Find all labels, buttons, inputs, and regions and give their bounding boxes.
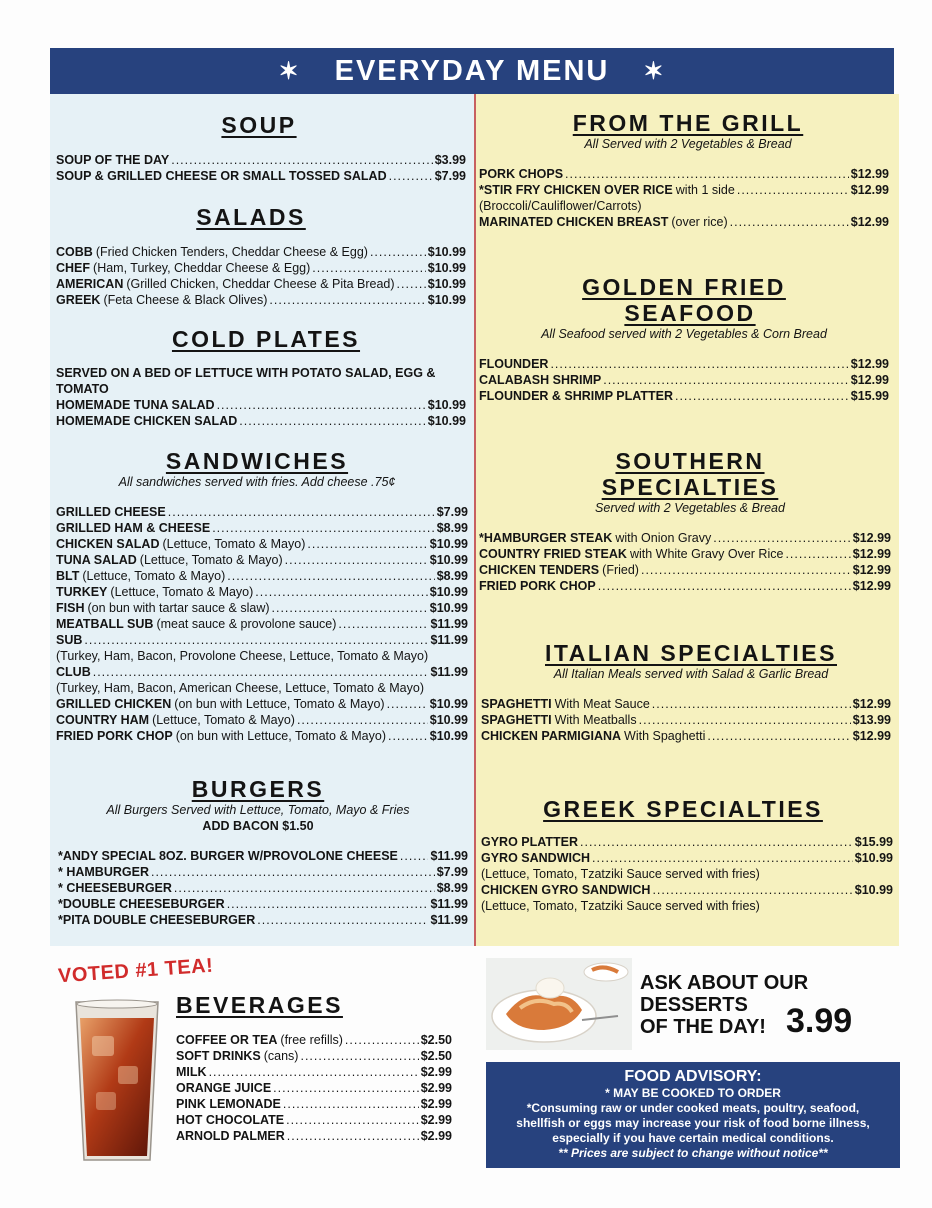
dot-leader	[312, 260, 426, 276]
item-description: (Lettuce, Tomato & Mayo)	[162, 537, 306, 551]
section-subtitle: All Served with 2 Vegetables & Bread	[584, 137, 792, 151]
section-subtitle: All sandwiches served with fries. Add cheese .75¢	[118, 475, 396, 489]
dessert-line: OF THE DAY!	[640, 1016, 766, 1038]
item-name: MARINATED CHICKEN BREAST	[479, 215, 669, 229]
soup-section	[56, 112, 466, 184]
item-name: ORANGE JUICE	[176, 1081, 272, 1095]
dot-leader	[227, 896, 429, 912]
item-name: *DOUBLE CHEESEBURGER	[58, 897, 225, 911]
item-price: $10.99	[854, 883, 893, 897]
item-price: $12.99	[850, 357, 889, 371]
item-name: *STIR FRY CHICKEN OVER RICE	[479, 183, 673, 197]
sandwiches-section	[56, 448, 468, 744]
item-price: $7.99	[436, 865, 468, 879]
menu-item	[481, 850, 893, 866]
menu-item	[56, 600, 468, 616]
item-name: CHICKEN PARMIGIANA	[481, 729, 622, 743]
item-price: $12.99	[850, 183, 889, 197]
item-price: $10.99	[427, 293, 466, 307]
star-icon: ✶	[278, 57, 301, 85]
menu-item	[58, 880, 468, 896]
item-extra-description: (Broccoli/Cauliflower/Carrots)	[479, 199, 642, 213]
item-extra-description: (Turkey, Ham, Bacon, Provolone Cheese, Lettuce, Tomato & Mayo)	[56, 649, 429, 663]
dot-leader	[227, 568, 434, 584]
item-price: $12.99	[852, 729, 891, 743]
item-price: $2.99	[420, 1081, 452, 1095]
section-subtitle: All Burgers Served with Lettuce, Tomato, Mayo & Fries	[106, 803, 410, 817]
dot-leader	[307, 536, 427, 552]
greek-section	[481, 796, 893, 914]
item-name: AMERICAN	[56, 277, 124, 291]
advisory-line: shellfish or eggs may increase your risk of food borne illness,	[516, 1116, 870, 1130]
dot-leader	[255, 584, 427, 600]
item-name: HOMEMADE CHICKEN SALAD	[56, 414, 238, 428]
menu-item	[479, 166, 889, 182]
section-title: SEAFOOD	[624, 300, 756, 326]
dot-leader	[257, 912, 428, 928]
item-price: $2.99	[420, 1065, 452, 1079]
item-name: SUB	[56, 633, 83, 647]
item-name: FLOUNDER	[479, 357, 549, 371]
section-title: SALADS	[196, 204, 306, 230]
menu-item	[479, 530, 891, 546]
menu-item	[56, 168, 466, 184]
grill-section	[479, 110, 889, 230]
item-name: SOUP & GRILLED CHEESE OR SMALL TOSSED SALAD	[56, 169, 387, 183]
item-description: (Lettuce, Tomato & Mayo)	[110, 585, 254, 599]
menu-item	[176, 1064, 452, 1080]
italian-section	[481, 640, 891, 744]
section-title: SOUP	[221, 112, 297, 138]
seafood-section	[479, 274, 889, 404]
menu-item	[56, 712, 468, 728]
item-price: $12.99	[850, 167, 889, 181]
item-description: (Lettuce, Tomato & Mayo)	[82, 569, 226, 583]
dot-leader	[300, 1048, 418, 1064]
dot-leader	[387, 696, 428, 712]
dot-leader	[209, 1064, 419, 1080]
menu-item	[479, 372, 889, 388]
item-name: COBB	[56, 245, 93, 259]
item-price: $12.99	[852, 697, 891, 711]
item-name: SPAGHETTI	[481, 697, 552, 711]
dot-leader	[212, 520, 435, 536]
section-title: SOUTHERN	[615, 448, 765, 474]
item-description: (on bun with Lettuce, Tomato & Mayo)	[174, 697, 385, 711]
item-price: $10.99	[429, 601, 468, 615]
menu-item	[56, 728, 468, 744]
item-price: $8.99	[436, 569, 468, 583]
item-price: $7.99	[436, 505, 468, 519]
item-name: BLT	[56, 569, 80, 583]
dot-leader	[345, 1032, 419, 1048]
section-title: COLD PLATES	[171, 326, 361, 352]
dot-leader	[151, 864, 435, 880]
section-title: GREEK SPECIALTIES	[543, 796, 823, 822]
dessert-callout	[640, 972, 808, 1038]
item-name: CALABASH SHRIMP	[479, 373, 602, 387]
iced-tea-glass-image	[74, 996, 160, 1164]
item-price: $2.99	[420, 1113, 452, 1127]
dot-leader	[580, 834, 853, 850]
section-title: SANDWICHES	[165, 448, 349, 474]
dot-leader	[174, 880, 435, 896]
item-price: $8.99	[436, 521, 468, 535]
item-extra-description: (Turkey, Ham, Bacon, American Cheese, Lettuce, Tomato & Mayo)	[56, 681, 424, 695]
item-price: $2.50	[420, 1033, 452, 1047]
item-name: COFFEE OR TEA	[176, 1033, 278, 1047]
item-price: $10.99	[429, 729, 468, 743]
item-name: HOMEMADE TUNA SALAD	[56, 398, 215, 412]
item-description: With Spaghetti	[624, 729, 706, 743]
menu-item	[479, 388, 889, 404]
dot-leader	[286, 1112, 419, 1128]
dot-leader	[603, 372, 849, 388]
item-name: GRILLED HAM & CHEESE	[56, 521, 211, 535]
item-name: FRIED PORK CHOP	[479, 579, 596, 593]
menu-item	[56, 616, 468, 632]
item-extra-description: (Lettuce, Tomato, Tzatziki Sauce served with fries)	[481, 899, 760, 913]
item-description: (on bun with tartar sauce & slaw)	[87, 601, 270, 615]
item-description: (Lettuce, Tomato & Mayo)	[139, 553, 283, 567]
cold-plates-section	[56, 326, 466, 429]
item-price: $12.99	[852, 563, 891, 577]
item-description: (Grilled Chicken, Cheddar Cheese & Pita Bread)	[126, 277, 395, 291]
dessert-line: DESSERTS	[640, 994, 748, 1016]
item-description: (Fried)	[602, 563, 639, 577]
item-name: GREEK	[56, 293, 101, 307]
item-price: $10.99	[854, 851, 893, 865]
item-price: $2.99	[420, 1129, 452, 1143]
item-name: COUNTRY HAM	[56, 713, 150, 727]
item-price: $2.50	[420, 1049, 452, 1063]
item-price: $3.99	[434, 153, 466, 167]
advisory-title: FOOD ADVISORY:	[624, 1068, 762, 1085]
item-price: $10.99	[427, 414, 466, 428]
menu-item	[56, 397, 466, 413]
dot-leader	[389, 168, 433, 184]
item-price: $10.99	[429, 553, 468, 567]
dot-leader	[273, 1080, 419, 1096]
menu-item	[176, 1032, 452, 1048]
menu-item	[56, 413, 466, 429]
item-description: (over rice)	[671, 215, 728, 229]
item-extra-description: (Lettuce, Tomato, Tzatziki Sauce served with fries)	[481, 867, 760, 881]
item-description: (free refills)	[280, 1033, 343, 1047]
item-price: $10.99	[429, 697, 468, 711]
item-name: SOFT DRINKS	[176, 1049, 261, 1063]
dot-leader	[217, 397, 426, 413]
item-name: GYRO PLATTER	[481, 835, 578, 849]
dot-leader	[707, 728, 850, 744]
item-name: *ANDY SPECIAL 8OZ. BURGER W/PROVOLONE CHEESE	[58, 849, 398, 863]
item-price: $10.99	[429, 537, 468, 551]
food-advisory-box	[486, 1062, 900, 1168]
dot-leader	[400, 848, 429, 864]
item-name: MEATBALL SUB	[56, 617, 154, 631]
item-price: $11.99	[430, 849, 468, 863]
item-description: With Meatballs	[554, 713, 637, 727]
menu-item	[479, 182, 889, 198]
item-price: $11.99	[430, 897, 468, 911]
item-description: (Lettuce, Tomato & Mayo)	[152, 713, 295, 727]
item-price: $11.99	[430, 665, 468, 679]
menu-item	[56, 568, 468, 584]
dot-leader	[272, 600, 428, 616]
advisory-line: * MAY BE COOKED TO ORDER	[605, 1086, 781, 1100]
item-price: $10.99	[427, 261, 466, 275]
dot-leader	[652, 696, 851, 712]
item-price: $10.99	[427, 277, 466, 291]
menu-item	[56, 292, 466, 308]
dot-leader	[785, 546, 850, 562]
section-subtitle: Served with 2 Vegetables & Bread	[595, 501, 785, 515]
dot-leader	[652, 882, 852, 898]
dot-leader	[713, 530, 851, 546]
item-name: HOT CHOCOLATE	[176, 1113, 285, 1127]
item-price: $10.99	[429, 713, 468, 727]
menu-item	[479, 562, 891, 578]
section-subtitle: All Italian Meals served with Salad & Garlic Bread	[553, 667, 829, 681]
menu-item	[56, 664, 468, 680]
menu-item	[56, 260, 466, 276]
menu-item	[481, 696, 891, 712]
item-name: SPAGHETTI	[481, 713, 552, 727]
dessert-price: 3.99	[786, 1002, 853, 1040]
dot-leader	[171, 152, 432, 168]
menu-item	[56, 584, 468, 600]
dot-leader	[168, 504, 435, 520]
item-price: $7.99	[434, 169, 466, 183]
item-name: CHICKEN GYRO SANDWICH	[481, 883, 651, 897]
section-note: ADD BACON $1.50	[202, 819, 314, 833]
item-description: with White Gravy Over Rice	[629, 547, 784, 561]
dot-leader	[388, 728, 428, 744]
menu-item	[56, 244, 466, 260]
menu-item	[479, 214, 889, 230]
dessert-plate-image	[486, 958, 632, 1050]
item-name: COUNTRY FRIED STEAK	[479, 547, 627, 561]
item-name: CHEF	[56, 261, 91, 275]
item-price: $12.99	[850, 373, 889, 387]
item-name: CHICKEN TENDERS	[479, 563, 600, 577]
menu-item	[176, 1128, 452, 1144]
dot-leader	[592, 850, 853, 866]
dot-leader	[565, 166, 849, 182]
item-description: (meat sauce & provolone sauce)	[156, 617, 337, 631]
menu-item	[56, 504, 468, 520]
item-description: (Feta Cheese & Black Olives)	[103, 293, 268, 307]
voted-tea-heading: VOTED #1 TEA!	[57, 954, 214, 988]
dot-leader	[550, 356, 848, 372]
item-price: $8.99	[436, 881, 468, 895]
item-price: $15.99	[854, 835, 893, 849]
beverages-section	[176, 992, 452, 1144]
item-price: $11.99	[430, 913, 468, 927]
menu-item	[481, 728, 891, 744]
menu-item	[58, 896, 468, 912]
item-description: (cans)	[263, 1049, 299, 1063]
item-price: $11.99	[430, 633, 468, 647]
dot-leader	[283, 1096, 419, 1112]
dot-leader	[269, 292, 425, 308]
item-price: $12.99	[852, 579, 891, 593]
dot-leader	[598, 578, 851, 594]
item-description: (Fried Chicken Tenders, Cheddar Cheese & Egg)	[95, 245, 368, 259]
item-name: *HAMBURGER STEAK	[479, 531, 613, 545]
item-price: $2.99	[420, 1097, 452, 1111]
item-price: $10.99	[429, 585, 468, 599]
section-subtitle: All Seafood served with 2 Vegetables & Corn Bread	[541, 327, 827, 341]
menu-item	[479, 578, 891, 594]
item-name: GYRO SANDWICH	[481, 851, 591, 865]
dot-leader	[639, 712, 851, 728]
item-name: CLUB	[56, 665, 91, 679]
item-description: (on bun with Lettuce, Tomato & Mayo)	[175, 729, 386, 743]
dot-leader	[397, 276, 426, 292]
menu-item	[176, 1112, 452, 1128]
item-name: FLOUNDER & SHRIMP PLATTER	[479, 389, 673, 403]
menu-item	[176, 1048, 452, 1064]
dot-leader	[84, 632, 428, 648]
item-name: GRILLED CHEESE	[56, 505, 166, 519]
item-name: * HAMBURGER	[58, 865, 149, 879]
item-name: CHICKEN SALAD	[56, 537, 160, 551]
menu-header-banner	[50, 48, 894, 94]
dot-leader	[297, 712, 428, 728]
item-name: MILK	[176, 1065, 207, 1079]
salads-section	[56, 204, 466, 308]
menu-item	[58, 864, 468, 880]
menu-item	[56, 536, 468, 552]
menu-item	[176, 1096, 452, 1112]
item-description: With Meat Sauce	[554, 697, 650, 711]
menu-item	[481, 882, 893, 898]
item-name: TURKEY	[56, 585, 108, 599]
dot-leader	[239, 413, 426, 429]
dot-leader	[93, 664, 429, 680]
section-title: SPECIALTIES	[601, 474, 779, 500]
burgers-section	[58, 776, 468, 928]
dot-leader	[641, 562, 851, 578]
item-name: PORK CHOPS	[479, 167, 564, 181]
item-name: * CHEESEBURGER	[58, 881, 172, 895]
advisory-line: *Consuming raw or under cooked meats, poultry, seafood,	[526, 1101, 860, 1115]
item-price: $12.99	[852, 531, 891, 545]
menu-item	[56, 276, 466, 292]
item-price: $13.99	[852, 713, 891, 727]
item-name: PINK LEMONADE	[176, 1097, 281, 1111]
dot-leader	[338, 616, 428, 632]
star-icon: ✶	[643, 57, 666, 85]
southern-section	[479, 448, 891, 594]
item-price: $12.99	[852, 547, 891, 561]
advisory-line: ** Prices are subject to change without notice**	[558, 1146, 828, 1160]
menu-item	[58, 912, 468, 928]
item-description: (Ham, Turkey, Cheddar Cheese & Egg)	[93, 261, 311, 275]
item-price: $11.99	[430, 617, 468, 631]
section-title: ITALIAN SPECIALTIES	[545, 640, 837, 666]
menu-item	[481, 712, 891, 728]
section-title: BEVERAGES	[176, 992, 343, 1018]
menu-item	[176, 1080, 452, 1096]
item-name: GRILLED CHICKEN	[56, 697, 172, 711]
item-description: with 1 side	[675, 183, 735, 197]
menu-item	[56, 520, 468, 536]
dot-leader	[370, 244, 426, 260]
dot-leader	[675, 388, 849, 404]
menu-item	[479, 546, 891, 562]
item-name: FISH	[56, 601, 85, 615]
advisory-line: especially if you have certain medical conditions.	[552, 1131, 834, 1145]
menu-item	[56, 152, 466, 168]
dot-leader	[287, 1128, 419, 1144]
item-name: FRIED PORK CHOP	[56, 729, 173, 743]
item-price: $15.99	[850, 389, 889, 403]
menu-title: EVERYDAY MENU	[334, 54, 610, 87]
section-title: BURGERS	[191, 776, 325, 802]
section-note: SERVED ON A BED OF LETTUCE WITH POTATO SALAD, EGG & TOMATO	[56, 366, 436, 396]
section-title: FROM THE GRILL	[572, 110, 804, 136]
item-price: $10.99	[427, 398, 466, 412]
dot-leader	[285, 552, 428, 568]
item-price: $10.99	[427, 245, 466, 259]
menu-item	[56, 552, 468, 568]
item-description: with Onion Gravy	[615, 531, 712, 545]
menu-item	[479, 356, 889, 372]
item-name: ARNOLD PALMER	[176, 1129, 285, 1143]
menu-item	[481, 834, 893, 850]
menu-item	[58, 848, 468, 864]
dot-leader	[737, 182, 849, 198]
section-title: GOLDEN FRIED	[582, 274, 786, 300]
menu-item	[56, 696, 468, 712]
item-name: *PITA DOUBLE CHEESEBURGER	[58, 913, 256, 927]
item-name: SOUP OF THE DAY	[56, 153, 170, 167]
menu-item	[56, 632, 468, 648]
item-price: $12.99	[850, 215, 889, 229]
item-name: TUNA SALAD	[56, 553, 137, 567]
dot-leader	[730, 214, 849, 230]
dessert-line: ASK ABOUT OUR	[640, 972, 809, 994]
